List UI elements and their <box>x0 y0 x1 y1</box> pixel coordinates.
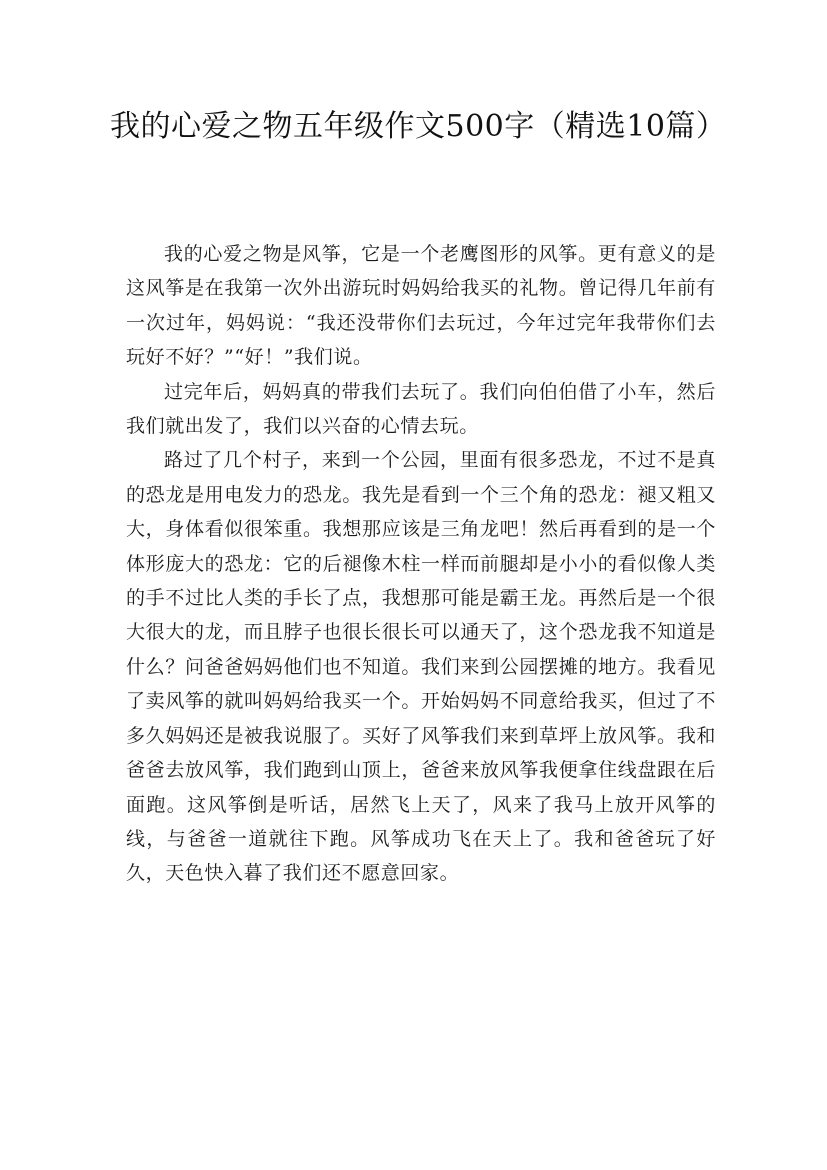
paragraph: 我的心爱之物是风筝，它是一个老鹰图形的风筝。更有意义的是这风筝是在我第一次外出游玩时妈妈给我买的礼物。曾记得几年前有一次过年，妈妈说：“我还没带你们去玩过，今年过完年我带你们去玩好不好？”“好！”我们说。 <box>126 243 716 369</box>
essay-body <box>126 237 716 891</box>
paragraph: 过完年后，妈妈真的带我们去玩了。我们向伯伯借了小车，然后我们就出发了，我们以兴奋的心情去玩。 <box>126 380 716 438</box>
paragraph: 路过了几个村子，来到一个公园，里面有很多恐龙，不过不是真的恐龙是用电发力的恐龙。我先是看到一个三个角的恐龙：褪又粗又大，身体看似很笨重。我想那应该是三角龙吧！然后再看到的是一个体形庞大的恐龙：它的后褪像木柱一样而前腿却是小小的看似像人类的手不过比人类的手长了点，我想那可能是霸王龙。再然后是一个很大很大的龙，而且脖子也很长很长可以通天了，这个恐龙我不知道是什么？问爸爸妈妈他们也不知道。我们来到公园摆摊的地方。我看见了卖风筝的就叫妈妈给我买一个。开始妈妈不同意给我买，但过了不多久妈妈还是被我说服了。买好了风筝我们来到草坪上放风筝。我和爸爸去放风筝，我们跑到山顶上，爸爸来放风筝我便拿住线盘跟在后面跑。这风筝倒是听话，居然飞上天了，风来了我马上放开风筝的线，与爸爸一道就往下跑。风筝成功飞在天上了。我和爸爸玩了好久，天色快入暮了我们还不愿意回家。 <box>126 449 716 885</box>
document-title: 我的心爱之物五年级作文500字（精选10篇） <box>110 109 727 144</box>
